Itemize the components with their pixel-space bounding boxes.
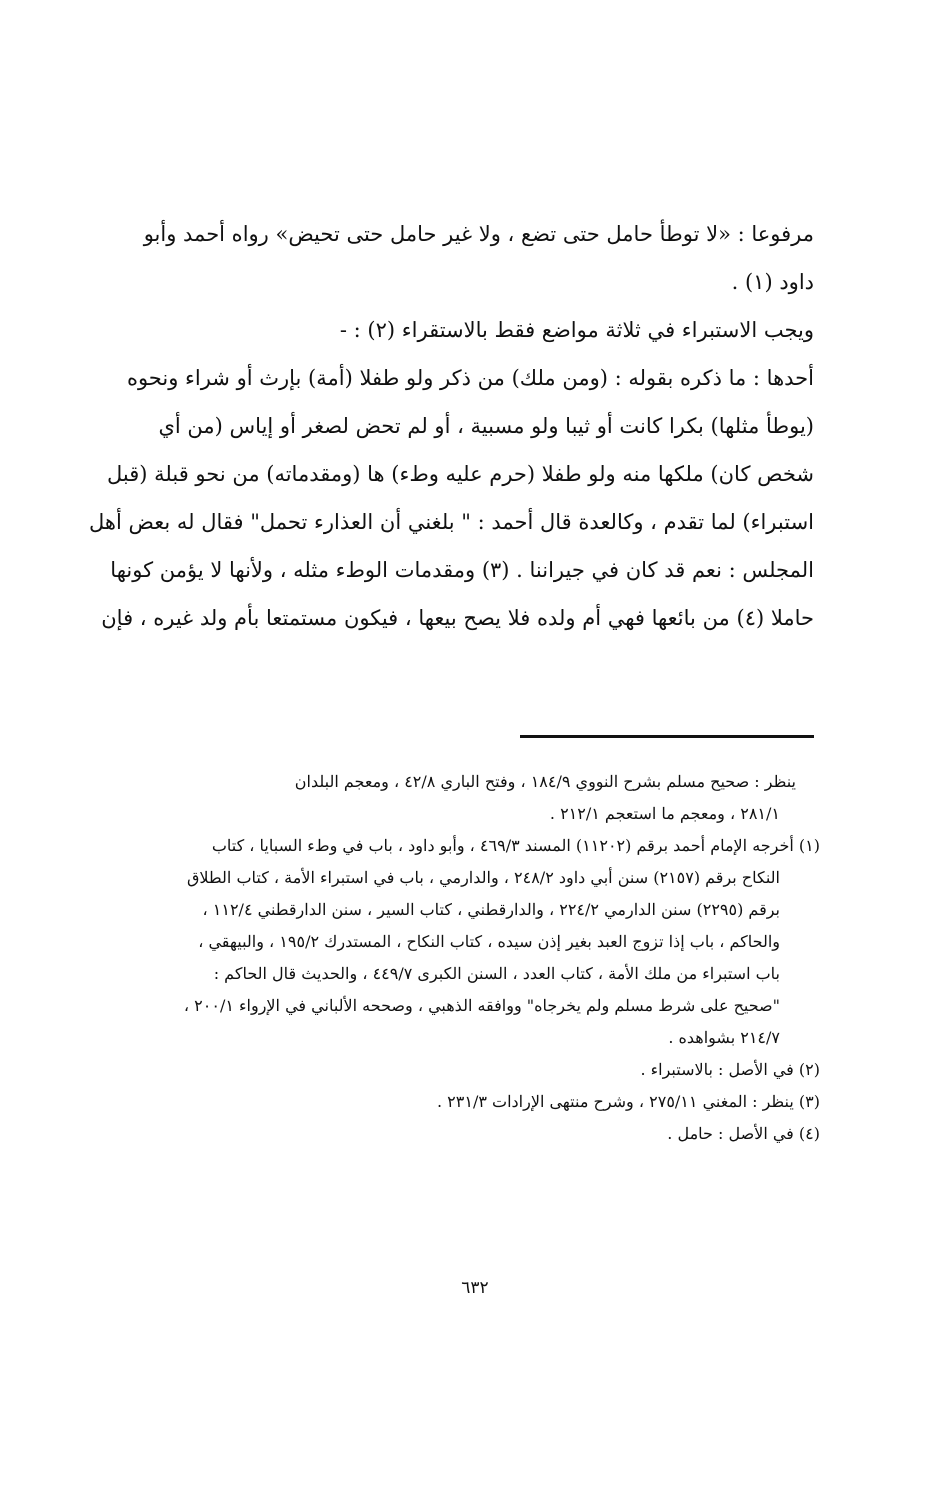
body-line: مرفوعا : «لا توطأ حامل حتى تضع ، ولا غير حامل حتى تحيض» رواه أحمد وأبو (143, 222, 814, 246)
footnote-2: (٢) في الأصل : بالاستبراء . (640, 1060, 820, 1079)
body-line: استبراء) لما تقدم ، وكالعدة قال أحمد : " بلغني أن العذارء تحمل" فقال له بعض أهل (89, 510, 814, 534)
footnote-divider (520, 735, 814, 738)
footnote-1-line: "صحيح على شرط مسلم ولم يخرجاه" ووافقه الذهبي ، وصححه الألباني في الإرواء ٢٠٠/١ ، (183, 996, 780, 1015)
body-line: داود (١) . (731, 270, 814, 294)
page-number: ٦٣٢ (461, 1278, 489, 1298)
footnote-1-line: النكاح برقم (٢١٥٧) سنن أبي داود ٢٤٨/٢ ، والدارمي ، باب في استبراء الأمة ، كتاب الطلاق (186, 868, 780, 887)
footnote-3: (٣) ينظر : المغني ٢٧٥/١١ ، وشرح منتهى الإرادات ٢٣١/٣ . (436, 1092, 820, 1111)
footnote-1-line: ٢١٤/٧ بشواهده . (668, 1028, 780, 1047)
footnote-line: ٢٨١/١ ، ومعجم ما استعجم ٢١٢/١ . (549, 804, 780, 823)
footnote-1-line: والحاكم ، باب إذا تزوج العبد بغير إذن سيده ، كتاب النكاح ، المستدرك ١٩٥/٢ ، والبيهقي ، (198, 932, 780, 951)
body-line: حاملا (٤) من بائعها فهي أم ولده فلا يصح بيعها ، فيكون مستمتعا بأم ولد غيره ، فإن (101, 606, 814, 630)
footnote-line: ينظر : صحيح مسلم بشرح النووي ١٨٤/٩ ، وفتح الباري ٤٢/٨ ، ومعجم البلدان (294, 772, 796, 791)
footnotes-block (62, 766, 820, 1150)
body-line: المجلس : نعم قد كان في جيراننا . (٣) ومقدمات الوطء مثله ، ولأنها لا يؤمن كونها (110, 558, 814, 582)
body-line: (يوطأ مثلها) بكرا كانت أو ثيبا ولو مسبية ، أو لم تحض لصغر أو إياس (من أي (158, 414, 814, 438)
footnote-4: (٤) في الأصل : حامل . (667, 1124, 820, 1143)
body-line: شخص كان) ملكها منه ولو طفلا (حرم عليه وطء) ها (ومقدماته) من نحو قبلة (قبل (107, 462, 814, 486)
body-line: أحدها : ما ذكره بقوله : (ومن ملك) من ذكر ولو طفلا (أمة) بإرث أو شراء ونحوه (126, 366, 814, 390)
body-line: ويجب الاستبراء في ثلاثة مواضع فقط بالاستقراء (٢) : - (339, 318, 814, 342)
footnote-1-line: برقم (٢٢٩٥) سنن الدارمي ٢٢٤/٢ ، والدارقطني ، كتاب السير ، سنن الدارقطني ١١٢/٤ ، (202, 900, 780, 919)
main-text-block (62, 210, 814, 642)
footnote-1-line: باب استبراء من ملك الأمة ، كتاب العدد ، السنن الكبرى ٤٤٩/٧ ، والحديث قال الحاكم : (213, 964, 780, 983)
footnote-1-line: (١) أخرجه الإمام أحمد برقم (١١٢٠٢) المسند ٤٦٩/٣ ، وأبو داود ، باب في وطء السبايا ، كتاب (211, 836, 820, 855)
